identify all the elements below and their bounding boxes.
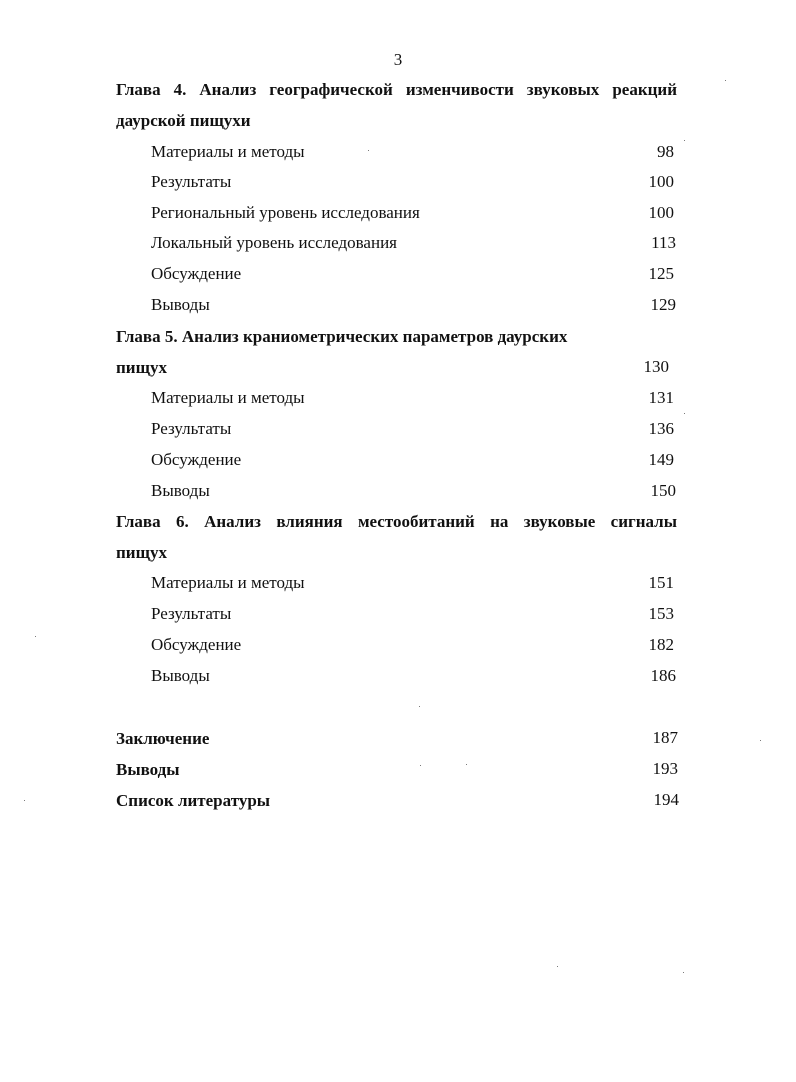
scan-speck: [557, 966, 558, 967]
scan-speck: [368, 150, 369, 151]
scan-speck: [684, 413, 685, 414]
toc-entry-label: Результаты: [151, 172, 232, 191]
toc-entry-page: 100: [648, 172, 674, 191]
toc-entry-page: 125: [648, 264, 674, 283]
references-label: Список литературы: [116, 791, 271, 810]
toc-entry-label: Материалы и методы: [151, 573, 305, 592]
scan-speck: [419, 706, 420, 707]
toc-entry-page: 100: [648, 203, 674, 222]
chapter-6-title-line-2: пищух: [116, 543, 167, 562]
toc-entry-page: 113: [651, 233, 676, 252]
conclusion-label: Заключение: [116, 729, 210, 748]
toc-entry-label: Локальный уровень исследования: [151, 233, 397, 252]
toc-entry-page: 131: [648, 388, 674, 407]
toc-entry-label: Региональный уровень исследования: [151, 203, 420, 222]
scan-speck: [24, 800, 25, 801]
chapter-4-title-line-1: Глава 4. Анализ географической изменчивости звуковых реакций: [116, 80, 677, 99]
toc-entry-page: 129: [650, 295, 676, 314]
references-page: 194: [653, 790, 679, 809]
scan-speck: [725, 80, 726, 81]
toc-entry-label: Материалы и методы: [151, 142, 305, 161]
chapter-4-title-line-2: даурской пищухи: [116, 111, 251, 130]
summary-label: Выводы: [116, 760, 180, 779]
toc-entry-label: Обсуждение: [151, 635, 242, 654]
page-number: 3: [393, 50, 403, 69]
toc-entry-page: 151: [648, 573, 674, 592]
scan-speck: [420, 765, 421, 766]
toc-entry-page: 186: [650, 666, 676, 685]
toc-entry-label: Материалы и методы: [151, 388, 305, 407]
toc-entry-page: 136: [648, 419, 674, 438]
toc-entry-label: Результаты: [151, 604, 232, 623]
toc-entry-page: 153: [648, 604, 674, 623]
toc-entry-page: 150: [650, 481, 676, 500]
toc-entry-page: 98: [657, 142, 674, 161]
scan-speck: [760, 740, 761, 741]
summary-page: 193: [652, 759, 678, 778]
toc-entry-label: Обсуждение: [151, 450, 242, 469]
chapter-5-title-line-1: Глава 5. Анализ краниометрических параметров даурских: [116, 327, 568, 346]
conclusion-page: 187: [652, 728, 678, 747]
toc-entry-label: Выводы: [151, 295, 210, 314]
chapter-5-title-line-2: пищух: [116, 358, 167, 377]
chapter-6-title-line-1: Глава 6. Анализ влияния местообитаний на звуковые сигналы: [116, 512, 677, 531]
scan-speck: [684, 140, 685, 141]
toc-entry-page: 182: [648, 635, 674, 654]
scan-speck: [466, 764, 467, 765]
scan-speck: [35, 636, 36, 637]
toc-entry-label: Выводы: [151, 666, 210, 685]
toc-entry-label: Выводы: [151, 481, 210, 500]
toc-entry-label: Обсуждение: [151, 264, 242, 283]
toc-entry-label: Результаты: [151, 419, 232, 438]
chapter-5-title-page: 130: [643, 357, 669, 376]
scan-speck: [683, 972, 684, 973]
toc-entry-page: 149: [648, 450, 674, 469]
